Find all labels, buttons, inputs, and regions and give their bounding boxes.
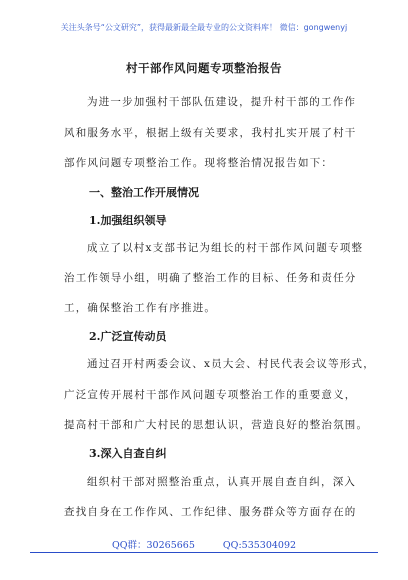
sub2-line-3: 提高村干部和广大村民的思想认识，营造良好的整治氛围。 xyxy=(64,419,369,431)
sub1-heading: 1.加强组织领导 xyxy=(89,214,167,227)
sub2-heading: 2.广泛宣传动员 xyxy=(89,330,167,343)
intro-line-1: 为进一步加强村干部队伍建设，提升村干部的工作作 xyxy=(87,96,357,108)
sub1-line-2: 治工作领导小组，明确了整治工作的目标、任务和责任分 xyxy=(64,272,357,284)
footer-qq-number: QQ:535304092 xyxy=(222,540,297,551)
footer-qq xyxy=(0,537,408,551)
footer-rule xyxy=(30,552,378,553)
sub2-line-2: 广泛宣传开展村干部作风问题专项整治工作的重要意义， xyxy=(64,389,357,401)
sub2-line-1: 通过召开村两委会议、x员大会、村民代表会议等形式， xyxy=(87,358,375,370)
header-banner: 关注头条号“公文研究”，获得最新最全最专业的公文资料库！ 微信：gongwenyj xyxy=(60,23,348,32)
sub1-line-3: 工，确保整治工作有序推进。 xyxy=(64,302,217,314)
sub1-line-1: 成立了以村x支部书记为组长的村干部作风问题专项整 xyxy=(87,242,364,254)
section1-heading: 一、整治工作开展情况 xyxy=(89,186,199,199)
sub3-line-1: 组织村干部对照整治重点，认真开展自查自纠，深入 xyxy=(87,476,357,488)
intro-line-3: 部作风问题专项整治工作。现将整治情况报告如下： xyxy=(64,157,334,169)
sub3-line-2: 查找自身在工作作风、工作纪律、服务群众等方面存在的 xyxy=(64,506,357,518)
sub3-heading: 3.深入自查自纠 xyxy=(89,447,167,460)
intro-line-2: 风和服务水平，根据上级有关要求，我村扎实开展了村干 xyxy=(64,127,357,139)
footer-qq-group: QQ群：30265665 xyxy=(111,540,195,551)
document-title: 村干部作风问题专项整治报告 xyxy=(126,61,282,75)
